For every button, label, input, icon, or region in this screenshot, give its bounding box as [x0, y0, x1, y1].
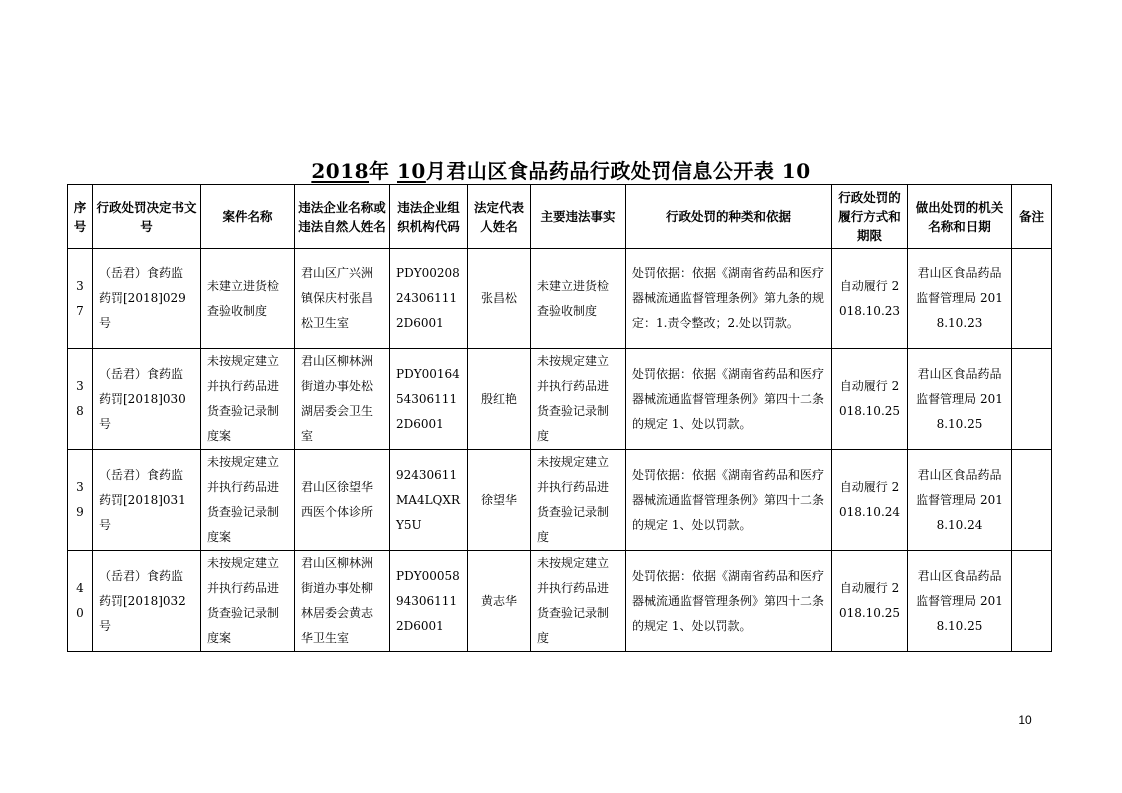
page-title	[0, 157, 1122, 185]
cell-entity: 君山区柳林洲街道办事处柳林居委会黄志华卫生室	[295, 551, 390, 652]
cell-org: 君山区食品药品监督管理局 2018.10.23	[908, 249, 1012, 349]
cell-fact: 未按规定建立并执行药品进货查验记录制度	[531, 349, 626, 450]
cell-basis: 处罚依据：依据《湖南省药品和医疗器械流通监督管理条例》第四十二条的规定 1、处以罚款。	[626, 551, 832, 652]
cell-fact: 未按规定建立并执行药品进货查验记录制度	[531, 450, 626, 551]
table-header-row	[68, 185, 1052, 249]
cell-case: 未建立进货检查验收制度	[201, 249, 295, 349]
title-year-char: 年	[369, 159, 397, 183]
cell-basis: 处罚依据：依据《湖南省药品和医疗器械流通监督管理条例》第九条的规定：1.责令整改；2.处以罚款。	[626, 249, 832, 349]
cell-note	[1012, 551, 1052, 652]
header-cell: 违法企业组织机构代码	[390, 185, 468, 249]
penalty-table	[67, 184, 1052, 652]
cell-rep: 殷红艳	[468, 349, 531, 450]
cell-note	[1012, 249, 1052, 349]
cell-fulfil: 自动履行 2018.10.24	[832, 450, 908, 551]
cell-code: PDY00164543061112D6001	[390, 349, 468, 450]
title-year: 2018	[311, 159, 370, 183]
page-number: 10	[1018, 713, 1032, 727]
cell-case: 未按规定建立并执行药品进货查验记录制度案	[201, 551, 295, 652]
cell-fulfil: 自动履行 2018.10.25	[832, 551, 908, 652]
cell-fulfil: 自动履行 2018.10.23	[832, 249, 908, 349]
header-cell: 行政处罚决定书文号	[93, 185, 201, 249]
cell-code: PDY00208243061112D6001	[390, 249, 468, 349]
table-row	[68, 551, 1052, 652]
cell-doc: （岳君）食药监药罚[2018]029号	[93, 249, 201, 349]
cell-doc: （岳君）食药监药罚[2018]031号	[93, 450, 201, 551]
header-cell: 法定代表人姓名	[468, 185, 531, 249]
cell-doc: （岳君）食药监药罚[2018]030号	[93, 349, 201, 450]
header-cell: 行政处罚的履行方式和期限	[832, 185, 908, 249]
cell-fact: 未建立进货检查验收制度	[531, 249, 626, 349]
cell-no: 37	[68, 249, 93, 349]
cell-no: 38	[68, 349, 93, 450]
table-row	[68, 349, 1052, 450]
header-cell: 违法企业名称或违法自然人姓名	[295, 185, 390, 249]
cell-fact: 未按规定建立并执行药品进货查验记录制度	[531, 551, 626, 652]
table-row	[68, 249, 1052, 349]
cell-note	[1012, 349, 1052, 450]
cell-rep: 黄志华	[468, 551, 531, 652]
cell-org: 君山区食品药品监督管理局 2018.10.25	[908, 349, 1012, 450]
header-cell: 主要违法事实	[531, 185, 626, 249]
cell-basis: 处罚依据：依据《湖南省药品和医疗器械流通监督管理条例》第四十二条的规定 1、处以罚款。	[626, 450, 832, 551]
cell-note	[1012, 450, 1052, 551]
table-row	[68, 450, 1052, 551]
cell-doc: （岳君）食药监药罚[2018]032号	[93, 551, 201, 652]
cell-entity: 君山区广兴洲镇保庆村张昌松卫生室	[295, 249, 390, 349]
header-cell: 序号	[68, 185, 93, 249]
header-cell: 行政处罚的种类和依据	[626, 185, 832, 249]
cell-org: 君山区食品药品监督管理局 2018.10.25	[908, 551, 1012, 652]
cell-case: 未按规定建立并执行药品进货查验记录制度案	[201, 450, 295, 551]
cell-no: 39	[68, 450, 93, 551]
cell-rep: 张昌松	[468, 249, 531, 349]
cell-fulfil: 自动履行 2018.10.25	[832, 349, 908, 450]
header-cell: 备注	[1012, 185, 1052, 249]
cell-code: PDY00058943061112D6001	[390, 551, 468, 652]
title-rest: 月君山区食品药品行政处罚信息公开表 10	[425, 159, 811, 183]
header-cell: 案件名称	[201, 185, 295, 249]
cell-code: 92430611MA4LQXRY5U	[390, 450, 468, 551]
cell-case: 未按规定建立并执行药品进货查验记录制度案	[201, 349, 295, 450]
title-month: 10	[397, 159, 426, 183]
cell-entity: 君山区徐望华西医个体诊所	[295, 450, 390, 551]
cell-no: 40	[68, 551, 93, 652]
cell-org: 君山区食品药品监督管理局 2018.10.24	[908, 450, 1012, 551]
cell-rep: 徐望华	[468, 450, 531, 551]
header-cell: 做出处罚的机关名称和日期	[908, 185, 1012, 249]
cell-entity: 君山区柳林洲街道办事处松湖居委会卫生室	[295, 349, 390, 450]
cell-basis: 处罚依据：依据《湖南省药品和医疗器械流通监督管理条例》第四十二条的规定 1、处以罚款。	[626, 349, 832, 450]
